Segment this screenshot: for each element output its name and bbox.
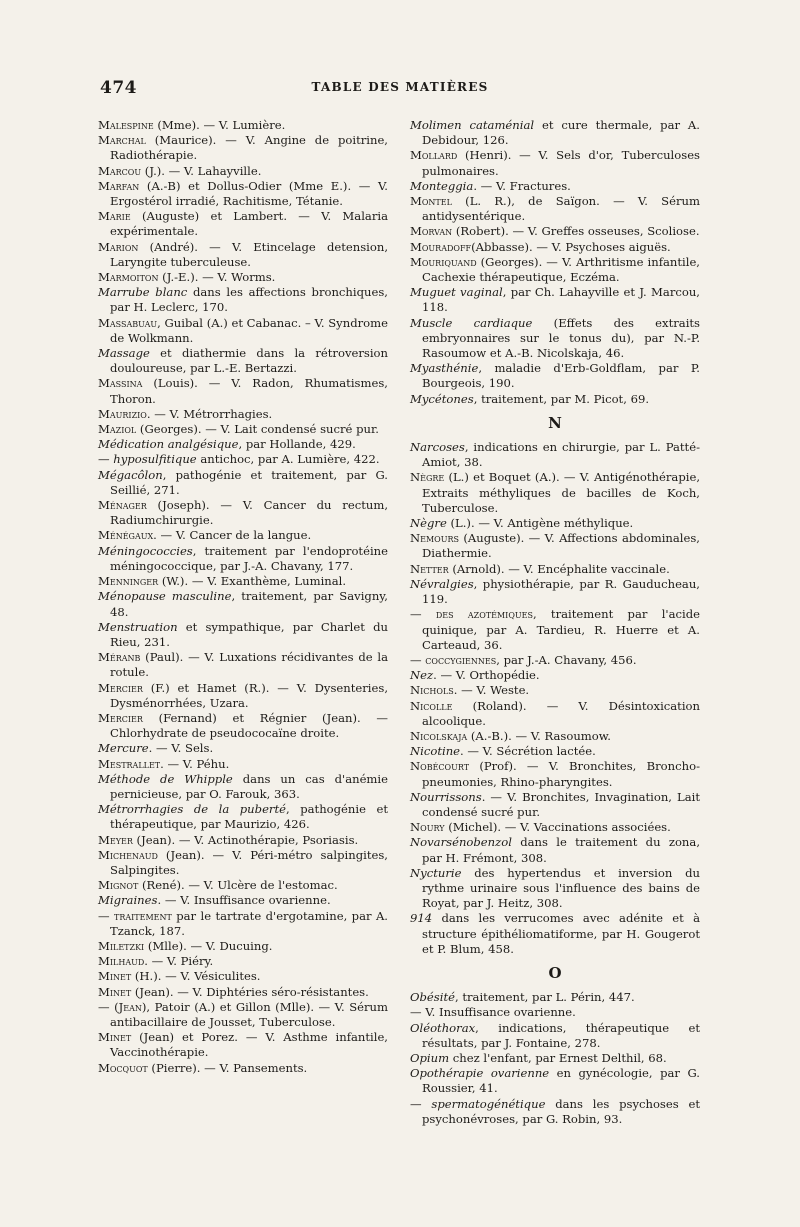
entry-heading: Méthode de Whipple [98, 771, 233, 786]
entry-heading: 914 [410, 911, 433, 926]
page-number: 474 [100, 78, 137, 98]
entry-text: , par J.-A. Chavany, 456. [496, 652, 637, 667]
entry-text: . — V. Orthopédie. [433, 668, 540, 683]
entry-heading: Malespine [98, 118, 154, 132]
index-entry [98, 938, 388, 954]
entry-heading: — spermatogénétique [410, 1096, 546, 1111]
index-entry [410, 820, 700, 835]
entry-text: . — V. Weste. [453, 683, 530, 698]
entry-heading: Nycturie [410, 865, 462, 880]
entry-heading: Oléothorax [410, 1020, 476, 1035]
entry-heading: Meyer [98, 832, 133, 847]
entry-heading: Opothérapie ovarienne [410, 1066, 550, 1081]
index-entry [98, 133, 388, 163]
entry-text: , indications en chirurgie, par L. Patté-Amiot, 38. [422, 440, 700, 470]
entry-text: (Paul). — V. Luxations récidivantes de la rotule. [110, 650, 388, 680]
entry-text: en gynécologie, par G. Roussier, 41. [422, 1066, 700, 1096]
index-entry [410, 531, 700, 561]
entry-heading: Mycétones [410, 391, 474, 406]
entry-heading: Mercure [98, 741, 149, 756]
index-entry [98, 969, 388, 984]
entry-text: (Effets des extraits embryonnaires sur le tonus du), par N.-P. Rasoumow et A.-B. Nicolskaja, 46. [422, 315, 701, 361]
index-entry [98, 908, 388, 939]
index-entry [98, 315, 388, 346]
entry-text: Insuffisance ovarienne. [435, 1005, 576, 1020]
index-entry [410, 148, 700, 178]
entry-text: par le tartrate d'ergotamine, par A. Tzanck, 187. [110, 908, 388, 938]
index-entry [410, 178, 700, 194]
entry-heading: Marrube blanc [98, 285, 188, 300]
index-entry [98, 710, 388, 741]
entry-text: , maladie d'Erb-Goldflam, par P. Bourgeois, 190. [422, 361, 700, 391]
index-entry [410, 683, 700, 698]
index-entry [410, 1066, 700, 1096]
index-entry [410, 194, 700, 224]
index-entry [98, 163, 388, 179]
entry-text: (René). — V. Ulcère de l'estomac. [138, 878, 338, 893]
entry-text: , indications, thérapeutique et résultats, par J. Fontaine, 278. [422, 1020, 700, 1050]
entry-heading: — traitement [98, 908, 172, 923]
entry-heading: Myasthénie [410, 361, 479, 376]
index-entry [410, 239, 700, 255]
index-entry [98, 984, 388, 1000]
index-entry [98, 832, 388, 848]
entry-heading: Méranb [98, 650, 141, 665]
entry-text: (Henri). — V. Sels d'or, Tuberculoses pulmonaires. [422, 148, 700, 178]
index-entry [98, 285, 388, 315]
index-entry [98, 893, 388, 908]
entry-heading: Muguet vaginal [410, 285, 503, 300]
entry-text: Patoir (A.) et Gillon (Mlle). — V. Sérum antibacillaire de Jousset, Tuberculose. [110, 999, 388, 1029]
entry-text: , physiothérapie, par R. Gauducheau, 119. [422, 576, 700, 607]
index-entry [98, 270, 388, 285]
entry-text: , traitement par l'endoprotéine méningococcique, par J.-A. Chavany, 177. [110, 543, 388, 573]
entry-text: des hypertendus et inversion du rythme urinaire sous l'influence des bains de Royat, par J. Heitz, 308. [422, 865, 700, 911]
entry-heading: Métrorrhagies de la puberté [98, 802, 286, 817]
index-entry [410, 865, 700, 912]
entry-text: (Fernand) et Régnier (Jean). — Chlorhydrate de pseudococaïne droite. [110, 710, 388, 741]
entry-text: (Auguste). — V. Affections abdominales, Diathermie. [422, 531, 700, 561]
entry-heading: Marcou [98, 163, 142, 178]
entry-text: chez l'enfant, par Ernest Delthil, 68. [449, 1050, 667, 1065]
entry-text: (Joseph). — V. Cancer du rectum, Radiumchirurgie. [110, 498, 388, 528]
entry-text: (Jean) et Porez. — V. Asthme infantile, Vaccinothérapie. [110, 1030, 388, 1060]
index-column-left [98, 118, 388, 1076]
entry-text: (Roland). — V. Désintoxication alcoolique. [422, 698, 700, 728]
entry-text: (W.). — V. Exanthème, Luminal. [158, 574, 347, 589]
entry-heading: Massage [98, 346, 150, 361]
entry-text: , pathogénie et traitement, par G. Seillié, 271. [110, 467, 388, 497]
entry-text: (Abbasse). — V. Psychoses aiguës. [471, 239, 671, 254]
section-m-continued [410, 118, 700, 407]
index-entry [98, 650, 388, 680]
index-entry [410, 1020, 700, 1051]
entry-heading: Médication analgésique [98, 437, 239, 452]
entry-text: dans les verrucomes avec adénite et à structure épithéliomatiforme, par H. Gougerot et P. Blum, 458. [422, 911, 700, 956]
entry-text: (Jean). — V. Diphtéries séro-résistantes. [131, 984, 369, 999]
index-entry [410, 728, 700, 744]
index-entry [410, 361, 700, 391]
entry-heading: Mocquot [98, 1060, 148, 1075]
index-entry [98, 346, 388, 376]
entry-text: dans un cas d'anémie pernicieuse, par O. Farouk, 363. [110, 771, 388, 801]
index-entry [410, 911, 700, 957]
entry-text: , traitement, par M. Picot, 69. [473, 391, 650, 406]
index-entry [98, 406, 388, 422]
entry-heading: Nez [410, 668, 434, 683]
index-entry [98, 999, 388, 1030]
entry-text: . — V. Péhu. [160, 756, 230, 771]
entry-heading: Massina [98, 376, 143, 391]
entry-text: dans le traitement du zona, par H. Frémont, 308. [422, 835, 700, 865]
entry-heading: Mestrallet [98, 756, 161, 771]
entry-heading: Névralgies [410, 576, 474, 591]
index-entry [98, 178, 388, 209]
entry-heading: Mercier [98, 710, 143, 725]
index-entry [98, 528, 388, 543]
entry-heading: Mouradoff [410, 239, 472, 254]
index-entry [410, 1005, 700, 1020]
entry-heading: Marion [98, 239, 139, 254]
index-entry [410, 224, 700, 239]
entry-heading: Marie [98, 209, 131, 224]
entry-text: , traitement par l'acide quinique, par A. Tardieu, R. Huerre et A. Carteaud, 36. [422, 607, 700, 652]
entry-text: . — V. Bronchites, Invagination, Lait condensé sucré pur. [422, 789, 700, 819]
index-entry [98, 1030, 388, 1060]
entry-heading: Nichols [410, 683, 454, 698]
index-entry [410, 789, 700, 820]
index-entry [410, 698, 700, 729]
entry-text: (Jean). — V. Actinothérapie, Psoriasis. [132, 832, 359, 847]
entry-text: . — V. Insuffisance ovarienne. [157, 893, 331, 908]
entry-heading: Nicolskaja [410, 728, 468, 743]
entry-text: (Prof). — V. Bronchites, Broncho-pneumonies, Rhino-pharyngites. [422, 759, 700, 789]
index-entry [98, 467, 388, 498]
entry-text: (F.) et Hamet (R.). — V. Dysenteries, Dysménorrhées, Uzara. [110, 680, 388, 710]
entry-heading: Marchal [98, 133, 146, 148]
index-entry [98, 574, 388, 589]
entry-text: , traitement, par L. Périn, 447. [454, 990, 635, 1005]
entry-heading: Mollard [410, 148, 458, 163]
entry-heading: Mignot [98, 878, 139, 893]
index-entry [98, 802, 388, 832]
index-entry [410, 744, 700, 759]
entry-heading: Muscle cardiaque [410, 315, 533, 330]
entry-text: (J.). — V. Lahayville. [141, 163, 262, 178]
index-entry [98, 589, 388, 619]
index-entry [410, 759, 700, 789]
entry-heading: Maziol [98, 422, 137, 437]
entry-heading: Nègre [410, 516, 447, 531]
entry-text: . — V. Sécrétion lactée. [460, 744, 596, 759]
entry-heading: Michenaud [98, 847, 158, 862]
entry-text: , pathogénie et thérapeutique, par Maurizio, 426. [110, 802, 388, 832]
index-entry [98, 239, 388, 270]
entry-heading: Netter [410, 561, 449, 576]
page-header [100, 78, 700, 102]
entry-heading: Minet [98, 1030, 132, 1045]
index-entry [98, 118, 388, 133]
entry-heading: Nicolle [410, 698, 453, 713]
index-entry [410, 835, 700, 865]
entry-text: (L. R.), de Saïgon. — V. Sérum antidysentérique. [422, 194, 700, 224]
entry-heading: Monteggia [410, 178, 474, 193]
entry-heading: Mercier [98, 680, 143, 695]
index-entry [98, 498, 388, 528]
entry-text: (A.-B) et Dollus-Odier (Mme E.). — V. Ergostérol irradié, Rachitisme, Tétanie. [110, 178, 388, 209]
entry-heading: Mouriquand [410, 254, 477, 269]
entry-heading: — des azotémiques [410, 607, 533, 622]
entry-heading: Morvan [410, 224, 453, 239]
entry-heading: — V. [410, 1005, 436, 1020]
entry-heading: Nobécourt [410, 759, 470, 774]
index-entry [410, 315, 701, 362]
entry-text: . — V. Fractures. [473, 178, 571, 193]
entry-text: (Arnold). — V. Encéphalite vaccinale. [448, 561, 670, 576]
index-entry [98, 771, 388, 802]
index-entry [98, 756, 388, 772]
entry-heading: Milhaud [98, 954, 145, 969]
entry-heading: Obésité [410, 990, 455, 1005]
index-entry [410, 118, 700, 148]
entry-heading: Migraines [98, 893, 158, 908]
section-n [410, 440, 700, 957]
index-entry [410, 254, 700, 285]
section-letter-o: O [548, 963, 562, 982]
entry-heading: — (Jean), [98, 999, 151, 1014]
entry-text: (Georges). — V. Arthritisme infantile, Cachexie thérapeutique, Eczéma. [422, 254, 700, 285]
entry-text: (Robert). — V. Greffes osseuses, Scoliose. [452, 224, 700, 239]
index-entry [410, 652, 700, 668]
entry-heading: Montel [410, 194, 452, 209]
index-entry [410, 440, 700, 470]
section-o [410, 990, 700, 1127]
entry-text: (Auguste) et Lambert. — V. Malaria expérimentale. [110, 209, 388, 239]
entry-heading: Ménégaux [98, 528, 154, 543]
entry-heading: Ménager [98, 498, 147, 513]
entry-text: . — V. Piéry. [144, 954, 214, 969]
entry-heading: Ménopause masculine [98, 589, 232, 604]
index-entry [98, 209, 388, 239]
entry-text: (A.-B.). — V. Rasoumow. [467, 728, 611, 743]
entry-text: (L.) et Boquet (A.). — V. Antigénothérapie, Extraits méthyliques de bacilles de Koch, Tuberculose. [422, 470, 700, 515]
entry-text: . — V. Métrorrhagies. [146, 406, 273, 421]
section-letter-n: N [548, 413, 562, 432]
index-entry [410, 470, 700, 516]
entry-heading: Noury [410, 820, 445, 835]
entry-heading: Molimen cataménial [410, 118, 535, 132]
entry-heading: Minet [98, 984, 132, 999]
index-entry [98, 543, 388, 574]
entry-heading: Marmoiton [98, 270, 159, 285]
entry-heading: Mégacôlon [98, 467, 163, 482]
entry-heading: Miletzki [98, 938, 145, 953]
entry-text: et diathermie dans la rétroversion douloureuse, par L.-E. Bertazzi. [110, 346, 388, 376]
entry-heading: Méningococcies [98, 543, 193, 558]
entry-text: (J.-E.). — V. Worms. [158, 270, 276, 285]
entry-text: (Mme). — V. Lumière. [153, 118, 286, 132]
entry-text: , par Ch. Lahayville et J. Marcou, 118. [422, 285, 700, 315]
running-title: TABLE DES MATIÈRES [311, 80, 489, 94]
entry-heading: Nemours [410, 531, 459, 546]
index-entry [98, 437, 388, 452]
index-entry [410, 1096, 701, 1127]
entry-heading: Menstruation [98, 619, 178, 634]
entry-text: dans les psychoses et psychonévroses, par G. Robin, 93. [422, 1096, 701, 1126]
entry-heading: Menninger [98, 574, 159, 589]
index-entry [410, 1050, 700, 1066]
index-entry [98, 680, 388, 711]
entry-heading: Narcoses [410, 440, 465, 455]
index-entry [98, 741, 388, 756]
index-entry [98, 878, 388, 893]
entry-heading: Nourrissons [410, 789, 482, 804]
index-entry [410, 990, 700, 1005]
entry-heading: Opium [410, 1050, 450, 1065]
index-entry [410, 561, 700, 577]
entry-text: (Maurice). — V. Angine de poitrine, Radiothérapie. [110, 133, 388, 163]
entry-text: et cure thermale, par A. Debidour, 126. [422, 118, 700, 148]
index-entry [98, 422, 388, 437]
entry-heading: Nègre [410, 470, 445, 485]
entry-heading: — coccygiennes [410, 652, 497, 667]
index-entry [410, 285, 700, 315]
entry-heading: Novarsénobenzol [410, 835, 512, 850]
entry-heading: Minet [98, 969, 132, 984]
entry-text: (Louis). — V. Radon, Rhumatismes, Thoron. [110, 376, 388, 406]
entry-text: . — V. Sels. [148, 741, 214, 756]
index-entry [410, 391, 700, 407]
index-entry [410, 607, 700, 653]
index-entry [410, 576, 700, 607]
entry-text: antichoc, par A. Lumière, 422. [196, 452, 380, 467]
entry-text: (Michel). — V. Vaccinations associées. [444, 820, 671, 835]
index-entry [98, 1060, 388, 1076]
entry-text: dans les affections bronchiques, par H. Leclerc, 170. [110, 285, 388, 315]
entry-text: , par Hollande, 429. [238, 437, 356, 452]
index-entry [410, 516, 700, 531]
entry-heading: Marfan [98, 178, 140, 193]
index-entry [98, 376, 388, 406]
index-entry [98, 954, 388, 969]
entry-text: (Georges). — V. Lait condensé sucré pur. [136, 422, 379, 437]
entry-text: (André). — V. Etincelage detension, Laryngite tuberculeuse. [110, 239, 388, 269]
entry-text: . — V. Cancer de la langue. [153, 528, 312, 543]
entry-text: (Pierre). — V. Pansements. [147, 1060, 308, 1075]
entry-text: , Guibal (A.) et Cabanac. – V. Syndrome de Wolkmann. [110, 315, 388, 345]
entry-text: (Jean). — V. Péri-métro salpingites, Salpingites. [110, 847, 388, 877]
entry-text: (H.). — V. Vésiculites. [131, 969, 261, 984]
entry-text: , traitement, par Savigny, 48. [110, 589, 388, 619]
index-entry [98, 619, 388, 650]
index-entry [410, 668, 700, 683]
entry-heading: Massabuau [98, 315, 158, 330]
entry-text: (L.). — V. Antigène méthylique. [446, 516, 634, 531]
index-entry [98, 452, 388, 467]
entry-text: (Mlle). — V. Ducuing. [144, 938, 273, 953]
entry-heading: Nicotine [410, 744, 461, 759]
entry-heading: Maurizio [98, 406, 147, 421]
entry-heading: — hyposulfitique [98, 452, 197, 467]
index-column-right [410, 118, 700, 1127]
index-entry [98, 847, 388, 878]
entry-text: et sympathique, par Charlet du Rieu, 231. [110, 619, 388, 649]
